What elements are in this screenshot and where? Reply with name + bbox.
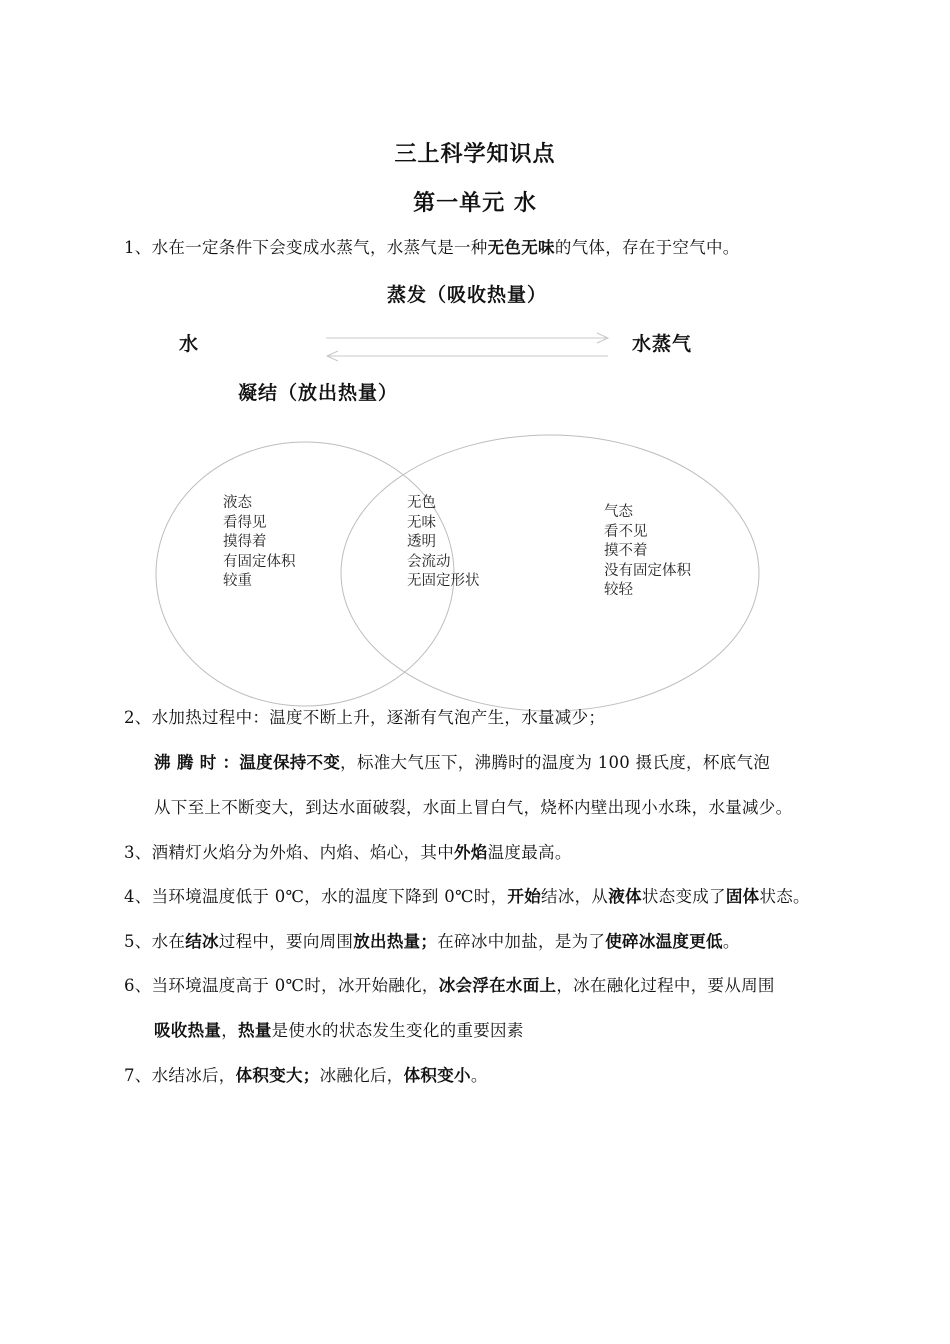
item-bold: 放出热量； (353, 932, 438, 951)
item-text: 状态。 (759, 887, 810, 906)
item-bold: 冰会浮在水面上 (438, 976, 557, 995)
venn-middle-list (407, 494, 480, 592)
item-number: 3、 (124, 843, 152, 862)
venn-right-item: 摸不着 (604, 543, 648, 559)
item-bold: 开始 (507, 887, 542, 906)
venn-left-item: 有固定体积 (223, 553, 296, 570)
item-number: 5、 (124, 932, 152, 951)
vapor-label: 水蒸气 (632, 333, 693, 355)
venn-right-item: 没有固定体积 (604, 562, 691, 579)
venn-middle-item: 无色 (407, 495, 436, 511)
item-text: 温度最高。 (487, 843, 572, 862)
item-number: 4、 (124, 887, 152, 906)
condensation-label: 凝结（放出热量） (238, 382, 399, 404)
item-6 (124, 976, 775, 996)
item-bold: 体积变大； (235, 1066, 320, 1085)
venn-middle-item: 无固定形状 (407, 573, 480, 589)
item-bold: 体积变小 (403, 1066, 471, 1085)
item-text: 水在 (151, 932, 186, 951)
item-text: 当环境温度低于 0℃，水的温度下降到 0℃时， (151, 887, 508, 906)
item-text: ，标准大气压下，沸腾时的温度为 100 摄氏度，杯底气泡 (340, 753, 771, 772)
item-2-boiling (154, 753, 770, 773)
venn-right-ellipse (341, 435, 759, 711)
evaporation-arrow (326, 333, 608, 343)
item-bold: 无色无味 (487, 238, 555, 257)
boiling-label: 沸 腾 时 ： (154, 753, 240, 772)
venn-right-item: 较轻 (604, 582, 633, 598)
venn-left-item: 摸得着 (223, 534, 267, 550)
item-text: ，冰在融化过程中，要从周围 (556, 976, 775, 995)
item-number: 2、 (124, 708, 152, 727)
venn-left-item: 液态 (223, 495, 252, 511)
item-number: 1、 (124, 238, 152, 257)
item-number: 6、 (124, 976, 152, 995)
item-text: ， (221, 1021, 239, 1040)
item-text: 结冰，从 (541, 887, 609, 906)
item-text: 的气体，存在于空气中。 (554, 238, 740, 257)
item-bold: 外焰 (454, 843, 488, 862)
item-7 (124, 1066, 488, 1086)
venn-left-item: 看得见 (223, 514, 267, 531)
venn-left-list (223, 494, 296, 592)
item-text: 状态变成了 (641, 887, 726, 906)
venn-middle-item: 会流动 (407, 553, 451, 570)
water-label: 水 (179, 333, 200, 355)
venn-right-list (604, 503, 691, 601)
venn-right-item: 气态 (604, 504, 633, 520)
item-bold: 热量 (238, 1021, 272, 1040)
item-6-line2 (154, 1021, 524, 1041)
item-bold: 温度保持不变 (239, 753, 341, 772)
venn-middle-item: 透明 (407, 534, 436, 550)
item-text: 。 (722, 932, 740, 951)
item-2 (124, 708, 605, 728)
item-text: 过程中，要向周围 (218, 932, 354, 951)
item-text: 冰融化后， (319, 1066, 404, 1085)
item-bold: 结冰 (185, 932, 219, 951)
unit-title: 第一单元 水 (413, 191, 537, 216)
item-text: 当环境温度高于 0℃时，冰开始融化， (151, 976, 439, 995)
item-text: 是使水的状态发生变化的重要因素 (271, 1021, 524, 1040)
item-5 (124, 932, 740, 952)
condensation-arrow (327, 351, 608, 361)
item-text: 水结冰后， (151, 1066, 236, 1085)
item-text: 在碎冰中加盐，是为了 (437, 932, 606, 951)
item-text: 水加热过程中：温度不断上升，逐渐有气泡产生，水量减少； (151, 708, 606, 727)
item-2-line3: 从下至上不断变大，到达水面破裂，水面上冒白气，烧杯内壁出现小水珠，水量减少。 (154, 798, 793, 817)
venn-middle-item: 无味 (407, 514, 436, 531)
item-text: 酒精灯火焰分为外焰、内焰、焰心，其中 (151, 843, 455, 862)
venn-right-item: 看不见 (604, 523, 648, 540)
item-3 (124, 843, 572, 863)
item-bold: 使碎冰温度更低 (605, 932, 723, 951)
item-number: 7、 (124, 1066, 152, 1085)
item-4 (124, 887, 810, 907)
venn-left-item: 较重 (223, 573, 252, 589)
item-bold: 固体 (725, 887, 760, 906)
item-text: 。 (470, 1066, 488, 1085)
item-text: 水在一定条件下会变成水蒸气，水蒸气是一种 (151, 238, 488, 257)
item-bold: 吸收热量 (154, 1021, 222, 1040)
item-bold: 液体 (608, 887, 642, 906)
document-title: 三上科学知识点 (394, 142, 556, 167)
evaporation-label: 蒸发（吸收热量） (387, 284, 548, 306)
